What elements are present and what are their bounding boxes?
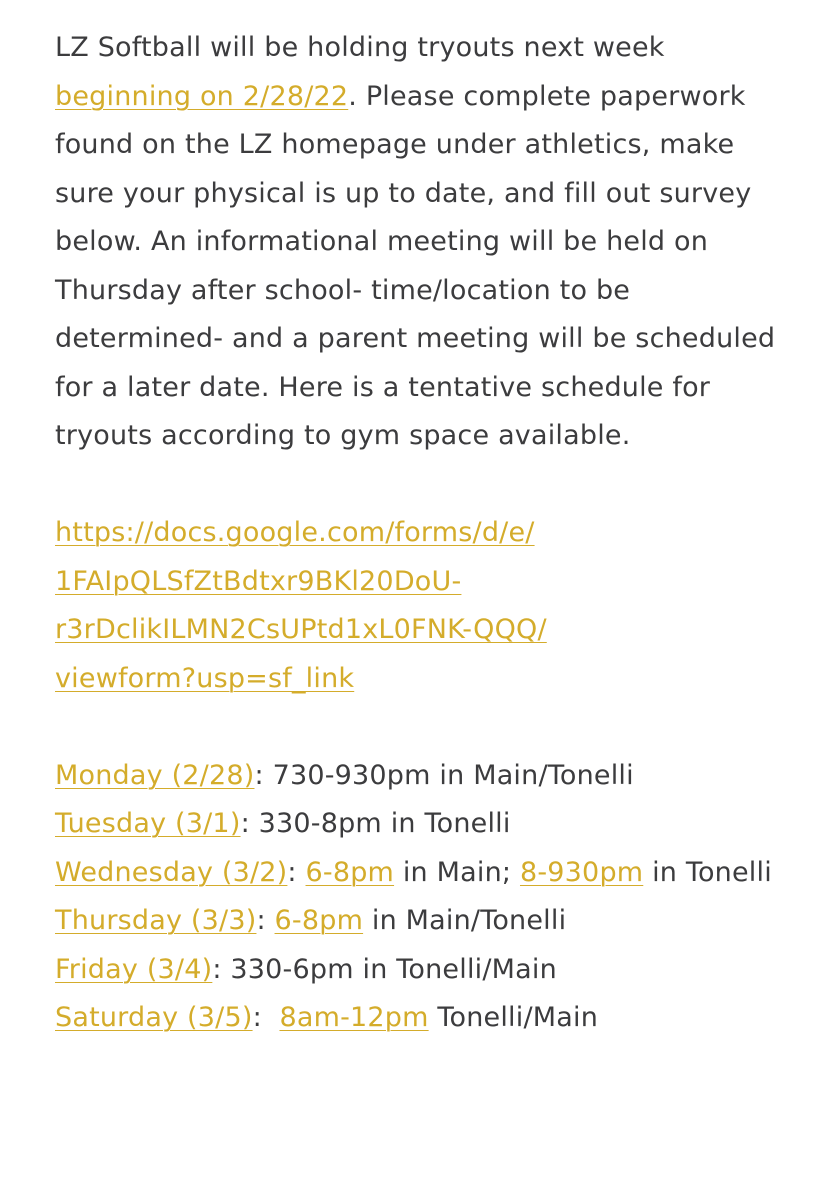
tuesday-details: : 330-8pm in Tonelli [240, 808, 511, 839]
wednesday-separator: : [287, 856, 306, 888]
wednesday-date-link[interactable]: Wednesday (3/2) [55, 856, 288, 888]
schedule-wednesday [55, 849, 795, 898]
survey-url-line-4[interactable]: viewform?usp=sf_link [55, 662, 355, 694]
intro-text-start: LZ Softball will be holding tryouts next week [55, 32, 665, 63]
wednesday-time-1-link[interactable]: 6-8pm [305, 856, 395, 888]
spacer [55, 703, 795, 752]
survey-url-line-2[interactable]: 1FAIpQLSfZtBdtxr9BKl20DoU- [55, 565, 462, 597]
thursday-date-link[interactable]: Thursday (3/3) [55, 905, 257, 936]
thursday-separator: : [256, 905, 275, 936]
intro-text-end: . Please complete paperwork found on the LZ homepage under athletics, make sure your physical is up to date, and fill out survey below. An informational meeting will be held on Thursday after school- time/location to be determined- and a parent meeting will be scheduled for a later date. Here is a tentative schedule for tryouts according to gym space available. [55, 80, 776, 451]
saturday-location: Tonelli/Main [428, 1002, 599, 1033]
note-body [55, 24, 795, 1043]
schedule-tuesday [55, 800, 795, 849]
survey-url-line-3[interactable]: r3rDclikILMN2CsUPtd1xL0FNK-QQQ/ [55, 614, 547, 645]
wednesday-location-2: in Tonelli [643, 856, 772, 888]
intro-paragraph [55, 24, 795, 461]
spacer [55, 461, 795, 510]
survey-link[interactable] [55, 509, 795, 703]
thursday-location: in Main/Tonelli [363, 905, 567, 936]
wednesday-time-2-link[interactable]: 8-930pm [519, 856, 644, 888]
monday-date-link[interactable]: Monday (2/28) [55, 759, 255, 791]
friday-date-link[interactable]: Friday (3/4) [55, 953, 213, 985]
wednesday-location-1: in Main; [394, 856, 520, 888]
schedule-monday [55, 752, 795, 801]
friday-details: : 330-6pm in Tonelli/Main [212, 953, 557, 985]
schedule-friday [55, 946, 795, 995]
survey-url-line-1[interactable]: https://docs.google.com/forms/d/e/ [55, 517, 535, 548]
schedule-saturday [55, 994, 795, 1043]
monday-details: : 730-930pm in Main/Tonelli [254, 759, 634, 791]
thursday-time-link[interactable]: 6-8pm [274, 905, 364, 936]
tryout-schedule [55, 752, 795, 1043]
schedule-thursday [55, 897, 795, 946]
tuesday-date-link[interactable]: Tuesday (3/1) [55, 808, 241, 839]
saturday-time-link[interactable]: 8am-12pm [279, 1002, 429, 1033]
date-link[interactable]: beginning on 2/28/22 [55, 80, 349, 112]
saturday-separator: : [252, 1002, 280, 1033]
saturday-date-link[interactable]: Saturday (3/5) [55, 1002, 253, 1033]
